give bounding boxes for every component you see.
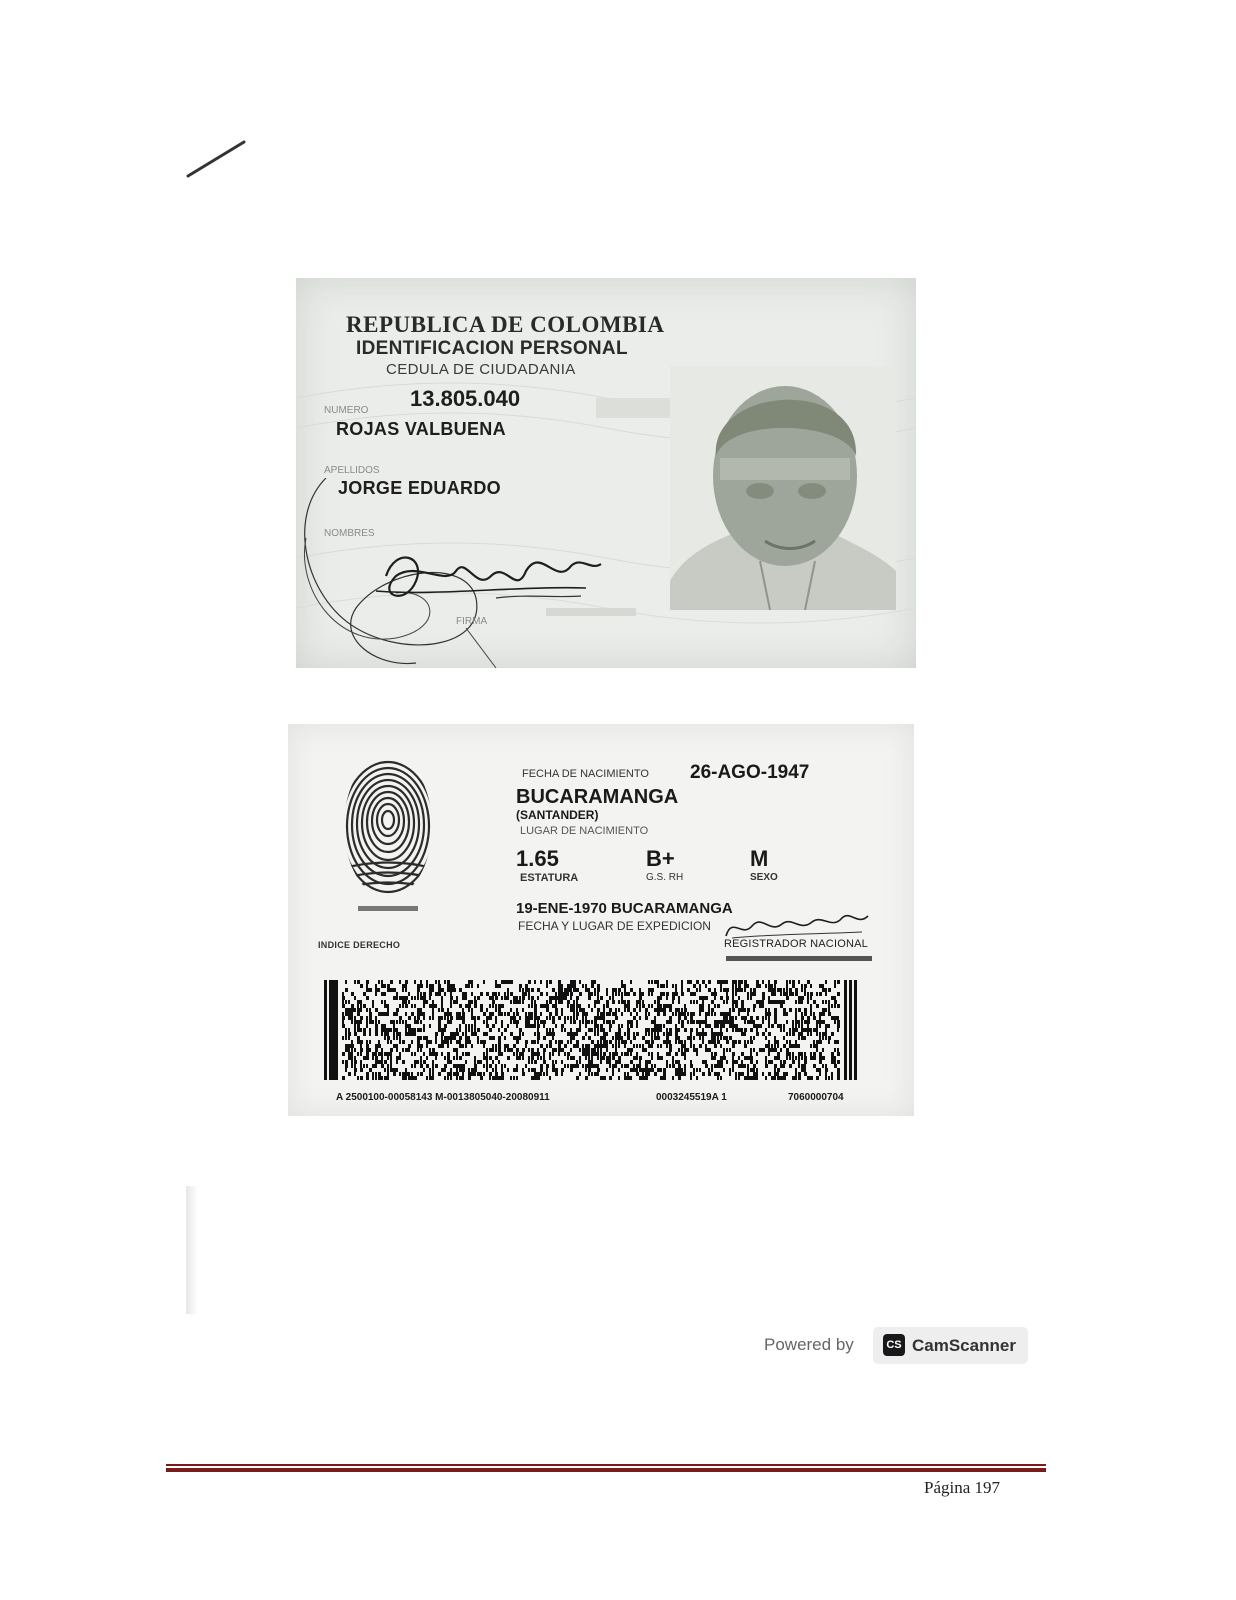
given-names: JORGE EDUARDO — [338, 478, 501, 498]
surname: ROJAS VALBUENA — [336, 419, 506, 439]
right-index-label: INDICE DERECHO — [318, 940, 401, 950]
signature-label: FIRMA — [456, 616, 488, 627]
id-card-back — [288, 724, 914, 1116]
id-number: 13.805.040 — [410, 386, 521, 411]
camscanner-name: CamScanner — [912, 1336, 1016, 1355]
holder-signature — [356, 536, 606, 626]
pdf417-barcode — [324, 980, 860, 1080]
given-names-label: NOMBRES — [324, 528, 375, 539]
country-title: REPUBLICA DE COLOMBIA — [346, 312, 665, 337]
birthdate: 26-AGO-1947 — [690, 762, 810, 783]
number-label: NUMERO — [324, 405, 369, 416]
scan-edge-shadow — [186, 1186, 198, 1314]
document-title: IDENTIFICACION PERSONAL — [356, 338, 628, 359]
birthplace-label: LUGAR DE NACIMIENTO — [520, 825, 649, 837]
sex-label: SEXO — [750, 872, 778, 883]
stature-label: ESTATURA — [520, 872, 579, 884]
barcode-code-1: A 2500100-00058143 M-0013805040-20080911 — [336, 1092, 550, 1103]
barcode-code-3: 7060000704 — [788, 1092, 844, 1103]
footer-rule-thin — [166, 1464, 1046, 1466]
registrar-subtitle — [726, 956, 872, 961]
blood-type: B+ — [646, 846, 675, 871]
fingerprint-image — [338, 750, 438, 916]
footer-rule-thick — [166, 1468, 1046, 1472]
registrar-title: REGISTRADOR NACIONAL — [724, 938, 868, 950]
powered-by-text: Powered by — [764, 1335, 854, 1354]
barcode-code-2: 0003245519A 1 — [656, 1092, 727, 1103]
camscanner-badge — [873, 1327, 1028, 1364]
issue-date-place: 19-ENE-1970 BUCARAMANGA — [516, 900, 733, 917]
id-card-front — [296, 278, 916, 668]
birth-department: (SANTANDER) — [516, 808, 599, 822]
surname-label: APELLIDOS — [324, 465, 380, 476]
camscanner-logo-icon: CS — [883, 1334, 905, 1356]
birthdate-label: FECHA DE NACIMIENTO — [522, 768, 649, 780]
pen-mark — [186, 138, 250, 180]
holder-photo — [670, 366, 896, 610]
sex: M — [750, 846, 769, 871]
registrar-signature — [722, 908, 872, 942]
document-type: CEDULA DE CIUDADANIA — [386, 361, 576, 378]
stature: 1.65 — [516, 846, 559, 871]
blood-type-label: G.S. RH — [646, 872, 684, 883]
page-number: Página 197 — [924, 1478, 1001, 1497]
birth-city: BUCARAMANGA — [516, 786, 679, 808]
issue-label: FECHA Y LUGAR DE EXPEDICION — [518, 919, 711, 933]
